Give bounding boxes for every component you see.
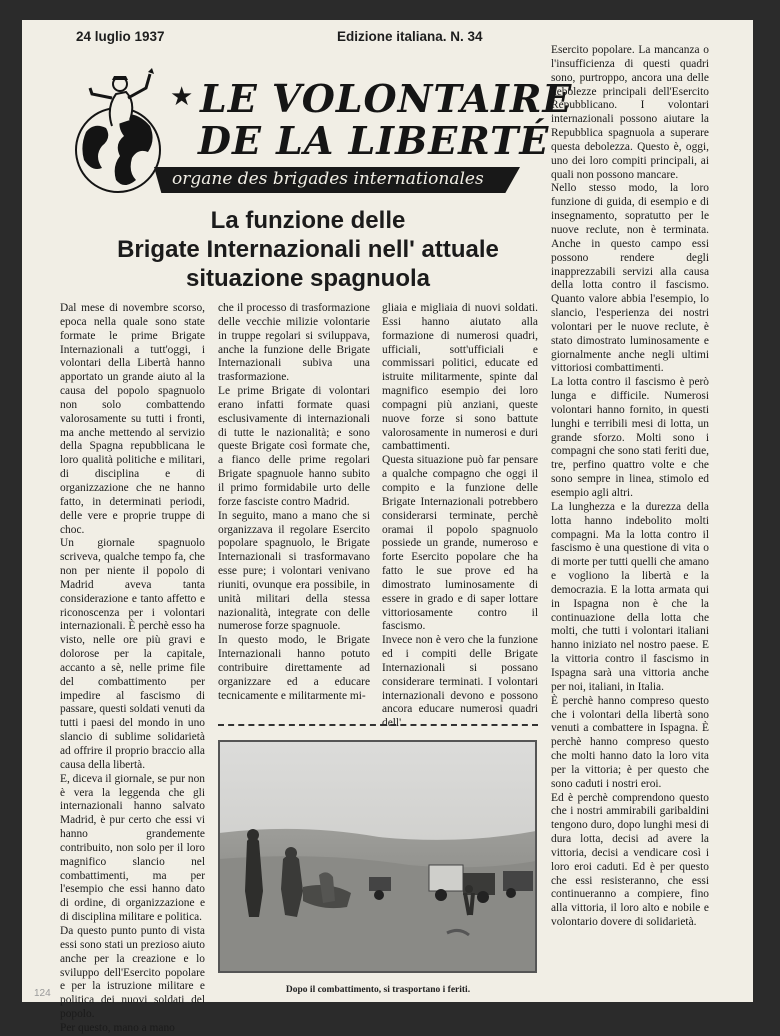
article-column-2: che il processo di trasformazione delle vecchie milizie volontarie in truppe regolari si sviluppava, anche la funzione delle Brigate Internazionali subiva una trasformazione. Le prime Brigate di volontari erano infatti formate quasi esclusivamente di internazionali di tutte le nazionalità; e sono queste Brigate così formate che, a fianco delle prime regolari Brigate spagnuole hanno subito il primo formidabile urto delle forze fasciste contro Madrid. In seguito, mano a mano che si organizzava il regolare Esercito popolare spagnuolo, le Brigate Internazionali si trasformavano esse pure; i volontari venivano riuniti, ovunque era possibile, in unità militari della stessa nazionalità, integrate con delle numerose forze spagnuole. In questo modo, le Brigate Internazionali hanno potuto contribuire direttamente ad organizzare ed a educare tecnicamente e militarmente mi-: [218, 302, 370, 702]
masthead-subtitle: organe des brigades internationales: [172, 169, 484, 189]
section-divider: [218, 724, 538, 726]
edition-number: Edizione italiana. N. 34: [337, 29, 483, 44]
headline-line3: situazione spagnuola: [185, 265, 431, 292]
archive-pencil-note: 124: [34, 988, 51, 999]
headline-line2: Brigate Internazionali nell' attuale: [117, 236, 499, 263]
masthead: [72, 68, 573, 198]
photo-caption: Dopo il combattimento, si trasportano i feriti.: [285, 985, 471, 995]
article-column-4: Esercito popolare. La mancanza o l'insufficienza di questi quadri sono, purtroppo, ancora una delle debolezze principali dell'Esercito Repubblicano. I volontari internazionali possono aiutare la Repubblica spagnuola a superare questa debolezza. Questo è, oggi, uno dei loro compiti principali, ai quali non possono mancare. Nello stesso modo, la loro funzione di guida, di esempio e di insegnamento, sopratutto per le nuove reclute, non è terminata. Anche in questo campo essi possono rendere degli inapprezzabili servizi alla causa della lotta contro il fascismo. Quanto valore abbia l'esempio, lo slancio, l'esperienza dei nostri volontari per le nuove reclute, è stato dimostrato luminosamente e giornalmente anche negli ultimi vittoriosi combattimenti. La lotta contro il fascismo è però lunga e difficile. Numerosi volontari hanno fornito, in questi lunghi e terribili mesi di lotta, un grande sforzo. Molti sono i compagni che sono stati feriti due, tre, perfino quattro volte e che sono sempre in linea, stimolo ed esempio agli altri. La lunghezza e la durezza della lotta hanno indebolito molti compagni. Ma la lotta contro il fascismo è una questione di vita o di morte per tutti quelli che amano e vogliono la libertà e la democrazia. E la lotta armata qui in Ispagna non è che la continuazione della lotta che molti, che tutti i volontari italiani hanno iniziato nel nostro paese. E la vittoria contro il fascismo in Ispagna sarà una vittoria anche per noi, italiani, in Italia. È perchè hanno compreso questo che i volontari della libertà sono venuti a combattere in Ispagna. È perchè hanno compreso questo che molti hanno dato la loro vita per la vittoria; è per questo che sono caduti i nostri eroi. Ed è perchè comprendono questo che i nostri ammirabili garibaldini tengono duro, dopo lunghi mesi di dura lotta, decisi ad avere la vittoria, decisi a vendicare così i loro eroi caduti. Ed è per questo che essi resisteranno, che essi continueranno a compiere, fino alla vittoria, il loro alto e nobile e volontario dovere di solidarietà.: [551, 44, 709, 929]
article-column-1: Dal mese di novembre scorso, epoca nella quale sono state formate le prime Brigate Internazionali a tutt'oggi, i volontari della Libertà hanno apportato un grande aiuto al la causa del popolo spagnuolo non solo combattendo valorosamente su tutti i fronti, ma anche mettendo al servizio della Spagna repubblicana le loro qualità politiche e militari, di disciplina e di organizzazione che ne hanno fatto, in determinati periodi, delle vere e proprie truppe di choc. Un giornale spagnuolo scriveva, qualche tempo fa, che non per niente il popolo di Madrid aveva tanta considerazione e tanto affetto e riconoscenza per i volontari internazionali. È perchè esso ha visto, nelle ore più gravi e dolorose per la capitale, accanto a sè, nelle prime file del combattimento per impedire al fascismo di passare, questi soldati venuti da tutti i paesi del mondo in uno slancio di sublime solidarietà ad offrire il proprio braccio alla causa della libertà. E, diceva il giornale, se pur non è vera la leggenda che gli internazionali hanno salvato Madrid, è pur certo che essi vi hanno grandemente contribuito, non solo per il loro magnifico slancio nel combattimenti, ma per l'esempio che essi hanno dato di ordine, di organizzazione e di disciplina militare e politica. Da questo punto punto di vista essi sono stati un prezioso aiuto anche per la creazione e lo sviluppo dell'Esercito popolare e per la istruzione militare e politica dei nuovi soldati del popolo. Per questo, mano a mano: [60, 302, 205, 1034]
star-icon: ★: [170, 82, 194, 111]
issue-date: 24 luglio 1937: [76, 29, 165, 44]
masthead-title-line2: DE LA LIBERTÉ: [198, 118, 550, 163]
news-photo: [218, 740, 537, 973]
article-column-3: gliaia e migliaia di nuovi soldati. Essi hanno aiutato alla formazione di numerosi quadri, ufficiali, sott'ufficiali e commissari politici, educate ed istruite militarmente, spinte dal magnifico esempio dei loro compagni più anziani, queste nuove forze si sono battute valorosamente in numerosi e duri cambattimenti. Questa situazione può far pensare a qualche compagno che oggi il compito e la funzione delle Brigate Internazionali potrebbero considerarsi terminate, perchè oramai il popolo spagnuolo possiede un grande, numeroso e forte Esercito popolare che ha fatto le sue prove ed ha dimostrato luminosamente di essere in grado e di saper lottare vittoriosamente contro il fascismo. Invece non è vero che la funzione ed i compiti delle Brigate Internazionali si possano considerare terminati. I volontari internazionali devono e possono ancora educare numerosi quadri dell': [382, 302, 538, 730]
masthead-title-line1: LE VOLONTAIRE: [200, 76, 573, 121]
article-headline: [60, 206, 556, 293]
headline-line1: La funzione delle: [210, 207, 406, 234]
battlefield-photo: [219, 741, 536, 972]
